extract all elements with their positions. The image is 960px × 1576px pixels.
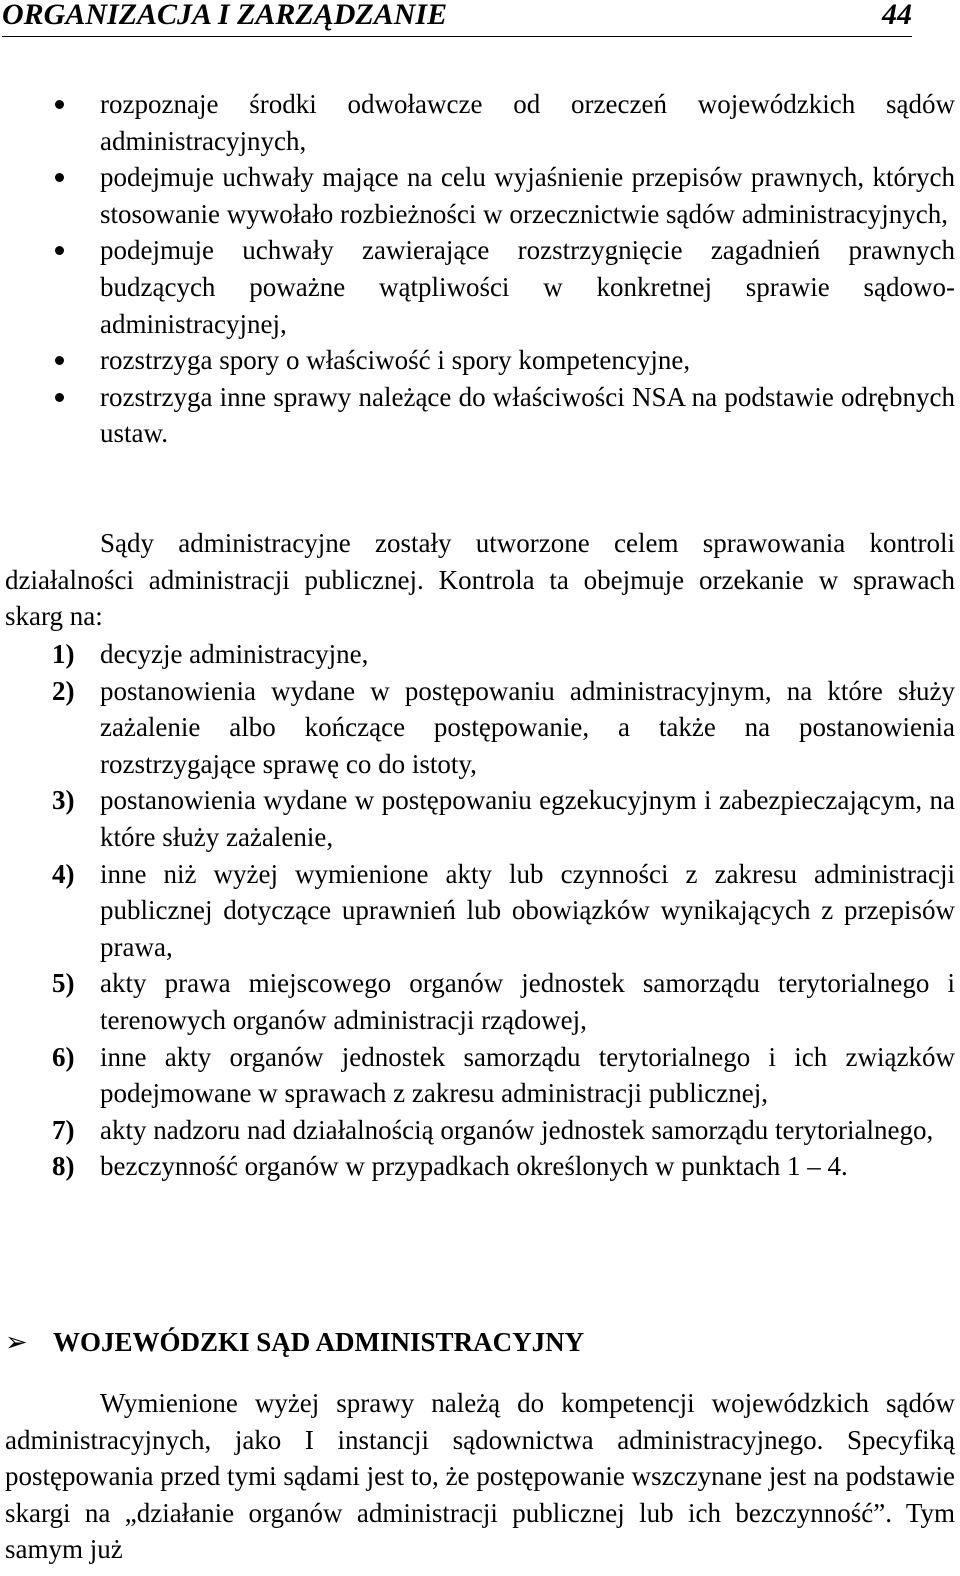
page-number: 44 bbox=[882, 0, 912, 31]
numbered-item bbox=[0, 1039, 955, 1112]
bullet-item bbox=[0, 159, 955, 232]
bullet-icon bbox=[55, 356, 64, 365]
item-text: postanowienia wydane w postępowaniu administracyjnym, na które służy zażalenie albo kończące postępowanie, a także na postanowienia rozstrzygające sprawę co do istoty, bbox=[100, 675, 955, 779]
item-text: akty prawa miejscowego organów jednostek samorządu terytorialnego i terenowych organów administracji rządowej, bbox=[100, 968, 955, 1035]
item-text: postanowienia wydane w postępowaniu egzekucyjnym i zabezpieczającym, na które służy zażalenie, bbox=[100, 785, 955, 852]
bullet-item bbox=[0, 232, 955, 342]
item-text: inne niż wyżej wymienione akty lub czynności z zakresu administracji publicznej dotyczące uprawnień lub obowiązków wynikających z przepisów prawa, bbox=[100, 858, 955, 962]
numbered-item bbox=[0, 1148, 955, 1185]
bullet-item bbox=[0, 342, 955, 379]
numbered-item bbox=[0, 1112, 955, 1149]
bullet-text: podejmuje uchwały mające na celu wyjaśnienie przepisów prawnych, których stosowanie wywołało rozbieżności w orzecznictwie sądów administracyjnych, bbox=[100, 162, 955, 229]
numbered-item bbox=[0, 673, 955, 783]
page-header bbox=[2, 0, 912, 37]
bullet-text: podejmuje uchwały zawierające rozstrzygnięcie zagadnień prawnych budzących poważne wątpliwości w konkretnej sprawie sądowo-administracyjnej, bbox=[100, 235, 955, 339]
item-number: 2) bbox=[52, 675, 75, 706]
bullet-icon bbox=[55, 100, 64, 109]
item-number: 4) bbox=[52, 858, 75, 889]
paragraph-intro: Sądy administracyjne zostały utworzone celem sprawowania kontroli działalności administracji publicznej. Kontrola ta obejmuje orzekanie w sprawach skarg na: bbox=[5, 528, 955, 632]
item-number: 5) bbox=[52, 968, 75, 999]
item-number: 8) bbox=[52, 1151, 75, 1182]
section-title: WOJEWÓDZKI SĄD ADMINISTRACYJNY bbox=[53, 1327, 585, 1357]
bullet-list bbox=[0, 86, 955, 452]
bullet-icon bbox=[55, 246, 64, 255]
item-number: 3) bbox=[52, 785, 75, 816]
item-text: akty nadzoru nad działalnością organów jednostek samorządu terytorialnego, bbox=[100, 1114, 934, 1145]
item-text: decyzje administracyjne, bbox=[100, 639, 369, 669]
item-text: bezczynność organów w przypadkach określonych w punktach 1 – 4. bbox=[100, 1151, 848, 1182]
bullet-text: rozstrzyga inne sprawy należące do właściwości NSA na podstawie odrębnych ustaw. bbox=[100, 381, 955, 449]
item-number: 7) bbox=[52, 1114, 75, 1145]
paragraph-section: Wymienione wyżej sprawy należą do kompetencji wojewódzkich sądów administracyjnych, jako I instancji sądownictwa administracyjnego. Specyfiką postępowania przed tymi sądami jest to, że postępowanie wszczynane jest na podstawie skargi na „działanie organów administracji publicznej lub ich bezczynność”. Tym samym już bbox=[5, 1388, 955, 1565]
item-number: 6) bbox=[52, 1041, 75, 1072]
bullet-item bbox=[0, 86, 955, 159]
item-text: inne akty organów jednostek samorządu terytorialnego i ich związków podejmowane w sprawach z zakresu administracji publicznej, bbox=[100, 1041, 955, 1109]
numbered-list bbox=[0, 636, 955, 1185]
numbered-item bbox=[0, 965, 955, 1038]
header-title: ORGANIZACJA I ZARZĄDZANIE bbox=[2, 0, 448, 31]
bullet-item bbox=[0, 379, 955, 452]
numbered-item bbox=[0, 856, 955, 966]
bullet-icon bbox=[55, 173, 64, 182]
numbered-item bbox=[0, 782, 955, 855]
bullet-icon bbox=[55, 393, 64, 402]
bullet-text: rozpoznaje środki odwoławcze od orzeczeń wojewódzkich sądów administracyjnych, bbox=[100, 89, 955, 156]
arrow-bullet-icon: ➢ bbox=[5, 1327, 28, 1357]
bullet-text: rozstrzyga spory o właściwość i spory kompetencyjne, bbox=[100, 345, 691, 376]
numbered-item bbox=[0, 636, 955, 673]
item-number: 1) bbox=[52, 639, 75, 669]
